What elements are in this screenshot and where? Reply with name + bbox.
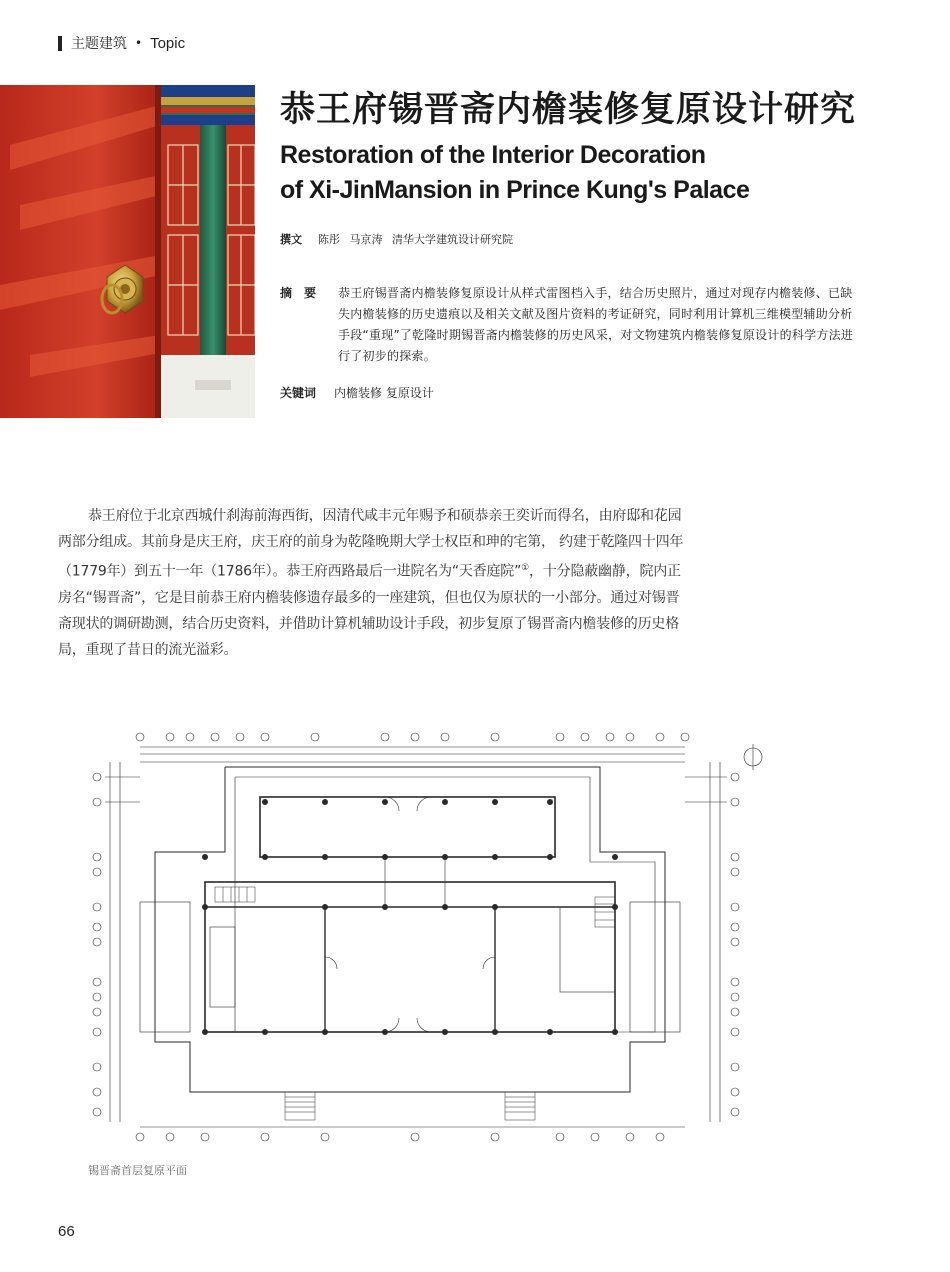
footnote-marker: ①	[521, 563, 530, 573]
article-title-en	[280, 138, 749, 208]
abstract-label-char2: 要	[304, 286, 317, 300]
article-title-cn: 恭王府锡晋斋内檐装修复原设计研究	[280, 90, 857, 130]
abstract-label-char1: 摘	[280, 286, 293, 300]
hero-photo	[0, 85, 255, 418]
keywords-text: 内檐装修 复原设计	[334, 386, 434, 400]
body-text-part2: ，十分隐蔽幽静，院内正房名“锡晋斋”，它是目前恭王府内檐装修遗存最多的一座建筑，但也仅为原状的一小部分。通过对锡晋斋现状的调研勘测，结合历史资料，并借助计算机辅助设计手段，初步复原了锡晋斋内檐装修的历史格局，重现了昔日的流光溢彩。	[58, 563, 681, 658]
abstract-text: 恭王府锡晋斋内檐装修复原设计从样式雷图档入手，结合历史照片，通过对现存内檐装修、已缺失内檐装修的历史遗痕以及相关文献及图片资料的考证研究，同时利用计算机三维模型辅助分析手段“重现”了乾隆时期锡晋斋内檐装修的历史风采，对文物建筑内檐装修复原设计的科学方法进行了初步的探索。	[338, 286, 854, 363]
article-title-en-line1: Restoration of the Interior Decoration	[280, 141, 706, 169]
keywords	[280, 384, 434, 401]
byline-label: 撰文	[280, 233, 302, 246]
section-label-cn: 主题建筑	[71, 36, 127, 52]
abstract-label	[280, 283, 330, 304]
figure-caption: 锡晋斋首层复原平面	[88, 1164, 187, 1177]
floor-plan-drawing	[85, 722, 775, 1162]
page-number: 66	[58, 1223, 75, 1240]
section-tag	[58, 33, 185, 53]
abstract	[280, 283, 870, 367]
section-separator: •	[135, 36, 143, 50]
section-label-en: Topic	[150, 34, 186, 52]
byline	[280, 231, 513, 247]
section-marker	[58, 36, 62, 51]
body-paragraph	[58, 503, 692, 663]
author-1: 陈彤	[318, 233, 340, 246]
article-title-en-line2: of Xi-JinMansion in Prince Kung's Palace	[280, 176, 750, 204]
author-2: 马京涛	[349, 233, 383, 246]
keywords-label: 关键词	[280, 386, 317, 400]
author-affiliation: 清华大学建筑设计研究院	[392, 233, 513, 246]
body-text-part1: 恭王府位于北京西城什刹海前海西街，因清代咸丰元年赐予和硕恭亲王奕䜣而得名，由府邸和花园两部分组成。其前身是庆王府，庆王府的前身为乾隆晚期大学士权臣和珅的宅第， 约建于乾隆四十四年（1779年）到五十一年（1786年）。恭王府西路最后一进院名为“天香庭院”	[58, 508, 684, 580]
